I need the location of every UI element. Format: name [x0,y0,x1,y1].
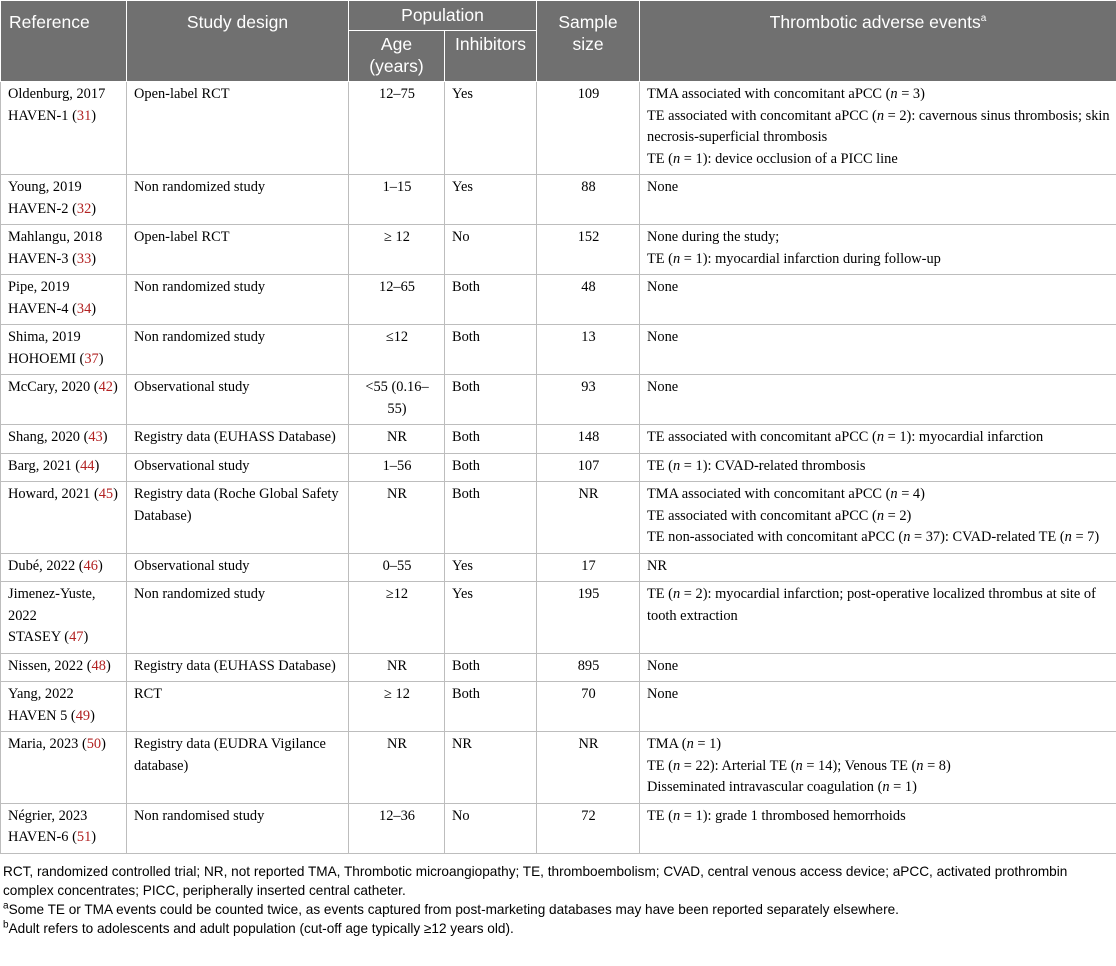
cell-study-design [127,325,349,375]
cell-reference [1,453,127,482]
cell-inhibitors [445,225,537,275]
study-design: Non randomized study [134,329,266,345]
age-value: 0–55 [382,557,412,574]
cell-events [640,225,1116,275]
sample-size-value: 72 [581,807,596,824]
cell-reference [1,425,127,454]
reference-citation: HAVEN-6 (51) [8,829,97,845]
table-footnotes [0,854,1116,938]
reference-citation: HAVEN-2 (32) [8,200,97,217]
sample-size-value: 17 [581,557,596,574]
cell-events [640,375,1116,425]
cell-reference [1,803,127,853]
sample-size-value: 70 [581,686,596,702]
study-design: Registry data (Roche Global Safety Database) [134,486,339,524]
cell-study-design [127,732,349,804]
cell-inhibitors [445,375,537,425]
age-value: ≥ 12 [384,686,410,702]
cell-sample-size [537,82,640,175]
cell-events [640,82,1116,175]
cell-inhibitors [445,325,537,375]
inhibitors-value: Yes [452,86,473,102]
reference-study: HAVEN-2 [8,200,69,217]
event-line: TE associated with concomitant aPCC (n = 2): cavernous sinus thrombosis; skin necrosis-superficial thrombosis [647,107,1110,145]
reference-author: Young, 2019 [8,179,82,195]
table-row [1,82,1116,175]
sample-size-value: 48 [581,279,596,295]
cell-age [349,82,445,175]
header-inhibitors: Inhibitors [445,31,537,82]
footnote-a [3,900,1110,919]
study-design: Non randomized study [134,179,266,195]
age-value: NR [387,429,407,445]
sample-size-value: NR [578,736,599,752]
inhibitors-value: Both [452,379,480,395]
cell-study-design [127,425,349,454]
study-design: Registry data (EUHASS Database) [134,429,336,445]
cell-age [349,375,445,425]
cell-sample-size [537,225,640,275]
study-design: Non randomised study [134,807,265,824]
cell-study-design [127,553,349,582]
study-design: Observational study [134,557,250,574]
event-line: None [647,279,679,295]
reference-citation: HAVEN-4 (34) [8,300,97,317]
cell-sample-size [537,732,640,804]
cell-sample-size [537,553,640,582]
cell-sample-size [537,803,640,853]
sample-size-value: 13 [581,329,596,345]
table-row [1,803,1116,853]
inhibitors-value: Yes [452,179,473,195]
event-line: TE associated with concomitant aPCC (n = 2) [647,507,912,524]
cell-study-design [127,453,349,482]
cell-sample-size [537,325,640,375]
sample-size-value: 93 [581,379,596,395]
study-design: Open-label RCT [134,229,230,245]
sample-size-value: 109 [577,86,600,102]
inhibitors-value: Both [452,279,480,295]
reference-citation: (44) [71,457,100,474]
event-line: None [647,657,679,674]
sample-size-value: 107 [577,457,600,474]
header-age: Age (years) [349,31,445,82]
cell-sample-size [537,682,640,732]
cell-study-design [127,582,349,654]
reference-author: Jimenez-Yuste, 2022 [8,586,96,624]
cell-sample-size [537,375,640,425]
reference-link[interactable]: 31 [76,107,92,124]
table-row [1,275,1116,325]
reference-link[interactable]: 44 [80,457,95,474]
table-row [1,482,1116,554]
header-population: Population [349,1,537,31]
footnote-b [3,919,1110,938]
cell-study-design [127,225,349,275]
event-line: TMA (n = 1) [647,736,722,752]
inhibitors-value: Both [452,486,480,502]
sample-size-value: 895 [577,657,600,674]
age-value: ≥ 12 [384,229,410,245]
reference-author: Nissen, 2022 [8,657,84,674]
event-line: TE (n = 1): grade 1 thrombosed hemorrhoids [647,807,906,824]
reference-author: Yang, 2022 [8,686,74,702]
reference-author: Mahlangu, 2018 [8,229,103,245]
cell-inhibitors [445,453,537,482]
event-line: TE (n = 22): Arterial TE (n = 14); Venous TE (n = 8) [647,757,951,774]
cell-events [640,453,1116,482]
cell-events [640,325,1116,375]
study-design: Open-label RCT [134,86,230,102]
cell-events [640,482,1116,554]
reference-study: HOHOEMI [8,350,76,367]
table-row [1,732,1116,804]
reference-author: Howard, 2021 [8,486,91,502]
cell-inhibitors [445,82,537,175]
reference-link[interactable]: 34 [76,300,92,317]
reference-citation: HAVEN-1 (31) [8,107,97,124]
cell-events [640,553,1116,582]
reference-citation: HAVEN-3 (33) [8,250,97,267]
cell-age [349,225,445,275]
inhibitors-value: Yes [452,557,473,574]
age-value: <55 (0.16–55) [365,379,429,417]
event-line: TE (n = 1): device occlusion of a PICC line [647,150,898,167]
cell-inhibitors [445,425,537,454]
inhibitors-value: Both [452,657,480,674]
inhibitors-value: No [452,807,470,824]
cell-inhibitors [445,682,537,732]
reference-link[interactable]: 37 [84,350,99,367]
cell-reference [1,582,127,654]
study-design: Registry data (EUDRA Vigilance database) [134,736,326,774]
cell-inhibitors [445,175,537,225]
study-design: Registry data (EUHASS Database) [134,657,336,674]
cell-inhibitors [445,653,537,682]
table-row [1,582,1116,654]
event-line: None [647,686,679,702]
inhibitors-value: Both [452,429,480,445]
cell-age [349,582,445,654]
cell-study-design [127,482,349,554]
reference-author: Shang, 2020 [8,429,80,445]
event-line: TE associated with concomitant aPCC (n = 1): myocardial infarction [647,429,1044,445]
cell-reference [1,682,127,732]
reference-link[interactable]: 43 [88,429,103,445]
reference-author: Dubé, 2022 [8,557,76,574]
age-value: 1–15 [382,179,412,195]
sample-size-value: NR [578,486,599,502]
reference-link[interactable]: 33 [76,250,92,267]
cell-inhibitors [445,275,537,325]
table-header [1,1,1116,82]
cell-sample-size [537,175,640,225]
event-line: TMA associated with concomitant aPCC (n = 4) [647,486,925,502]
cell-events [640,653,1116,682]
reference-link[interactable]: 47 [69,629,84,645]
reference-study: HAVEN 5 [8,707,68,724]
reference-link[interactable]: 48 [91,657,106,674]
age-value: 1–56 [382,457,412,474]
footnote-b-text: Adult refers to adolescents and adult population (cut-off age typically ≥12 years old). [8,920,514,936]
cell-reference [1,325,127,375]
study-design: RCT [134,686,162,702]
event-line: NR [647,557,667,574]
reference-citation: (48) [83,657,111,674]
table-row [1,553,1116,582]
table-row [1,425,1116,454]
cell-age [349,175,445,225]
event-line: TE (n = 1): myocardial infarction during follow-up [647,250,941,267]
table-row [1,653,1116,682]
sample-size-value: 152 [577,229,600,245]
inhibitors-value: No [452,229,470,245]
cell-events [640,732,1116,804]
cell-study-design [127,375,349,425]
reference-link[interactable]: 32 [76,200,92,217]
event-line: TE (n = 2): myocardial infarction; post-operative localized thrombus at site of tooth extraction [647,586,1096,624]
reference-study: STASEY [8,629,61,645]
reference-study: HAVEN-1 [8,107,69,124]
cell-age [349,453,445,482]
cell-sample-size [537,482,640,554]
inhibitors-value: Yes [452,586,473,602]
table-row [1,175,1116,225]
age-value: 12–36 [379,807,415,824]
reference-link[interactable]: 51 [76,829,92,845]
cell-inhibitors [445,482,537,554]
reference-citation: HAVEN 5 (49) [8,707,95,724]
reference-citation: (45) [90,486,118,502]
table-row [1,453,1116,482]
footnote-a-text: Some TE or TMA events could be counted twice, as events captured from post-marketing databases may have been reported separately elsewhere. [8,901,899,917]
cell-age [349,682,445,732]
reference-citation: (43) [79,429,108,445]
event-line: TE non-associated with concomitant aPCC (n = 37): CVAD-related TE (n = 7) [647,529,1100,545]
cell-age [349,482,445,554]
cell-sample-size [537,653,640,682]
inhibitors-value: NR [452,736,472,752]
reference-link[interactable]: 49 [75,707,91,724]
cell-sample-size [537,453,640,482]
reference-link[interactable]: 45 [98,486,114,502]
event-line: TE (n = 1): CVAD-related thrombosis [647,457,866,474]
age-value: 12–75 [379,86,415,102]
cell-age [349,553,445,582]
reference-link[interactable]: 46 [83,557,98,574]
event-line: None [647,179,679,195]
cell-reference [1,275,127,325]
cell-reference [1,225,127,275]
cell-inhibitors [445,732,537,804]
reference-author: Oldenburg, 2017 [8,86,106,102]
cell-events [640,582,1116,654]
cell-reference [1,175,127,225]
reference-citation: (46) [75,557,103,574]
cell-reference [1,732,127,804]
inhibitors-value: Both [452,329,480,345]
cell-events [640,682,1116,732]
sample-size-value: 148 [577,429,600,445]
cell-events [640,175,1116,225]
cell-study-design [127,653,349,682]
cell-inhibitors [445,553,537,582]
reference-citation: (50) [78,736,106,752]
footnote-b-mark: b [3,918,9,930]
cell-study-design [127,682,349,732]
cell-reference [1,553,127,582]
cell-study-design [127,175,349,225]
event-line: None during the study; [647,229,780,245]
cell-study-design [127,803,349,853]
table-body [1,82,1116,854]
sample-size-value: 195 [577,586,600,602]
table-row [1,225,1116,275]
cell-reference [1,82,127,175]
reference-citation: STASEY (47) [8,629,89,645]
reference-author: Shima, 2019 [8,329,81,345]
reference-study: HAVEN-3 [8,250,69,267]
age-value: 12–65 [379,279,415,295]
reference-author: McCary, 2020 [8,379,91,395]
table-row [1,682,1116,732]
cell-reference [1,653,127,682]
header-events [640,1,1116,82]
age-value: NR [387,486,407,502]
reference-link[interactable]: 50 [86,736,102,752]
footnote-abbreviations: RCT, randomized controlled trial; NR, not reported TMA, Thrombotic microangiopathy; TE, thromboembolism; CVAD, central venous access device; aPCC, activated prothrombin complex concentrates; PICC, peripherally inserted central catheter. [3,863,1068,898]
reference-citation: (42) [90,379,118,395]
cell-events [640,425,1116,454]
reference-citation: HOHOEMI (37) [8,350,104,367]
cell-inhibitors [445,582,537,654]
cell-age [349,275,445,325]
reference-author: Pipe, 2019 [8,279,70,295]
header-reference: Reference [1,1,127,82]
event-line: TMA associated with concomitant aPCC (n = 3) [647,86,925,102]
header-events-label: Thrombotic adverse events [769,12,981,32]
reference-study: HAVEN-4 [8,300,69,317]
cell-age [349,325,445,375]
inhibitors-value: Both [452,686,480,702]
header-sample-size: Sample size [537,1,640,82]
age-value: ≤12 [385,329,409,345]
study-design: Observational study [134,379,250,395]
reference-study: HAVEN-6 [8,829,69,845]
cell-sample-size [537,425,640,454]
event-line: Disseminated intravascular coagulation (n = 1) [647,779,917,795]
cell-reference [1,375,127,425]
cell-reference [1,482,127,554]
cell-events [640,275,1116,325]
cell-age [349,803,445,853]
cell-age [349,653,445,682]
inhibitors-value: Both [452,457,480,474]
sample-size-value: 88 [581,179,596,195]
reference-link[interactable]: 42 [98,379,113,395]
age-value: NR [387,657,407,674]
header-events-sup: a [980,13,987,25]
event-line: None [647,379,679,395]
table-row [1,325,1116,375]
cell-age [349,732,445,804]
reference-author: Maria, 2023 [8,736,79,752]
table-row [1,375,1116,425]
cell-inhibitors [445,803,537,853]
reference-author: Barg, 2021 [8,457,72,474]
cell-age [349,425,445,454]
study-design: Non randomized study [134,586,266,602]
study-design: Non randomized study [134,279,266,295]
reference-author: Négrier, 2023 [8,807,88,824]
age-value: NR [387,736,407,752]
cell-sample-size [537,275,640,325]
cell-events [640,803,1116,853]
cell-sample-size [537,582,640,654]
header-study-design: Study design [127,1,349,82]
age-value: ≥12 [385,586,409,602]
event-line: None [647,329,679,345]
footnote-a-mark: a [3,899,9,911]
cell-study-design [127,82,349,175]
study-design: Observational study [134,457,250,474]
cell-study-design [127,275,349,325]
